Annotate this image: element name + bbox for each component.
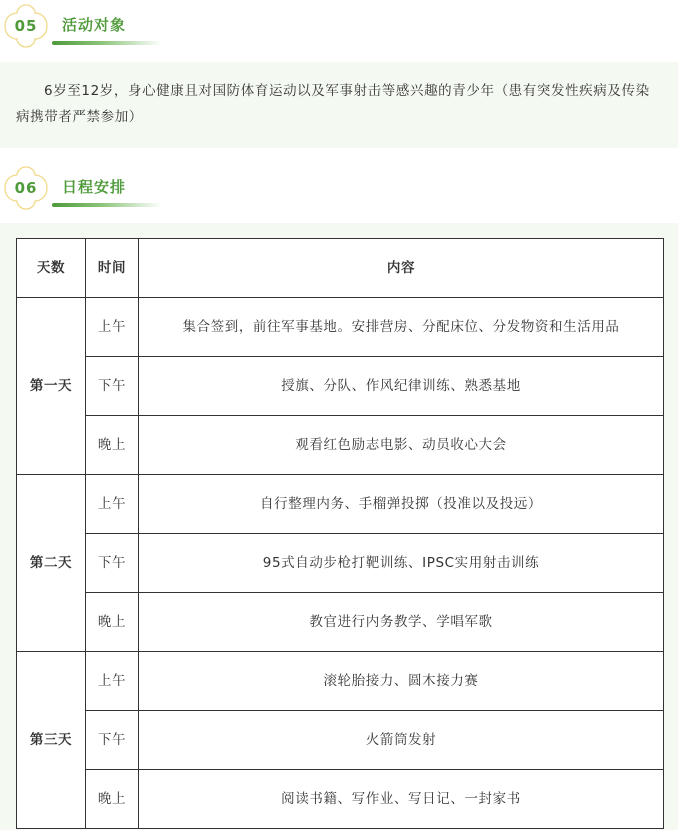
flower-badge-icon <box>2 164 50 212</box>
table-row <box>17 416 664 475</box>
content-cell: 观看红色励志电影、动员收心大会 <box>139 416 664 475</box>
content-cell: 集合签到，前往军事基地。安排营房、分配床位、分发物资和生活用品 <box>139 298 664 357</box>
time-cell: 下午 <box>86 534 139 593</box>
schedule-panel <box>0 223 678 830</box>
section-title: 日程安排 <box>62 178 127 196</box>
day-cell: 第一天 <box>17 298 86 475</box>
flower-badge-icon <box>2 2 50 50</box>
content-cell: 滚轮胎接力、圆木接力赛 <box>139 652 664 711</box>
table-row <box>17 357 664 416</box>
time-cell: 上午 <box>86 475 139 534</box>
table-row <box>17 652 664 711</box>
table-row <box>17 298 664 357</box>
title-underline <box>52 41 162 45</box>
header-time: 时间 <box>86 239 139 298</box>
section-title: 活动对象 <box>62 16 127 34</box>
time-cell: 上午 <box>86 298 139 357</box>
content-cell: 火箭筒发射 <box>139 711 664 770</box>
eligibility-text: 6岁至12岁，身心健康且对国防体育运动以及军事射击等感兴趣的青少年（患有突发性疾病及传染病携带者严禁参加） <box>16 83 650 125</box>
table-row <box>17 475 664 534</box>
section-header-05 <box>0 0 678 54</box>
time-cell: 晚上 <box>86 593 139 652</box>
content-cell: 授旗、分队、作风纪律训练、熟悉基地 <box>139 357 664 416</box>
time-cell: 晚上 <box>86 416 139 475</box>
day-cell: 第三天 <box>17 652 86 829</box>
table-row <box>17 711 664 770</box>
table-row <box>17 593 664 652</box>
time-cell: 下午 <box>86 711 139 770</box>
title-underline <box>52 203 162 207</box>
time-cell: 下午 <box>86 357 139 416</box>
header-day: 天数 <box>17 239 86 298</box>
table-header-row <box>17 239 664 298</box>
section-number: 05 <box>14 17 38 35</box>
table-row <box>17 534 664 593</box>
content-cell: 自行整理内务、手榴弹投掷（投准以及投远） <box>139 475 664 534</box>
schedule-table <box>16 238 664 829</box>
day-cell: 第二天 <box>17 475 86 652</box>
time-cell: 晚上 <box>86 770 139 829</box>
content-cell: 阅读书籍、写作业、写日记、一封家书 <box>139 770 664 829</box>
section-05-panel <box>0 62 678 148</box>
content-cell: 教官进行内务教学、学唱军歌 <box>139 593 664 652</box>
header-content: 内容 <box>139 239 664 298</box>
table-row <box>17 770 664 829</box>
section-header-06 <box>0 162 678 216</box>
section-number: 06 <box>14 179 38 197</box>
time-cell: 上午 <box>86 652 139 711</box>
content-cell: 95式自动步枪打靶训练、IPSC实用射击训练 <box>139 534 664 593</box>
